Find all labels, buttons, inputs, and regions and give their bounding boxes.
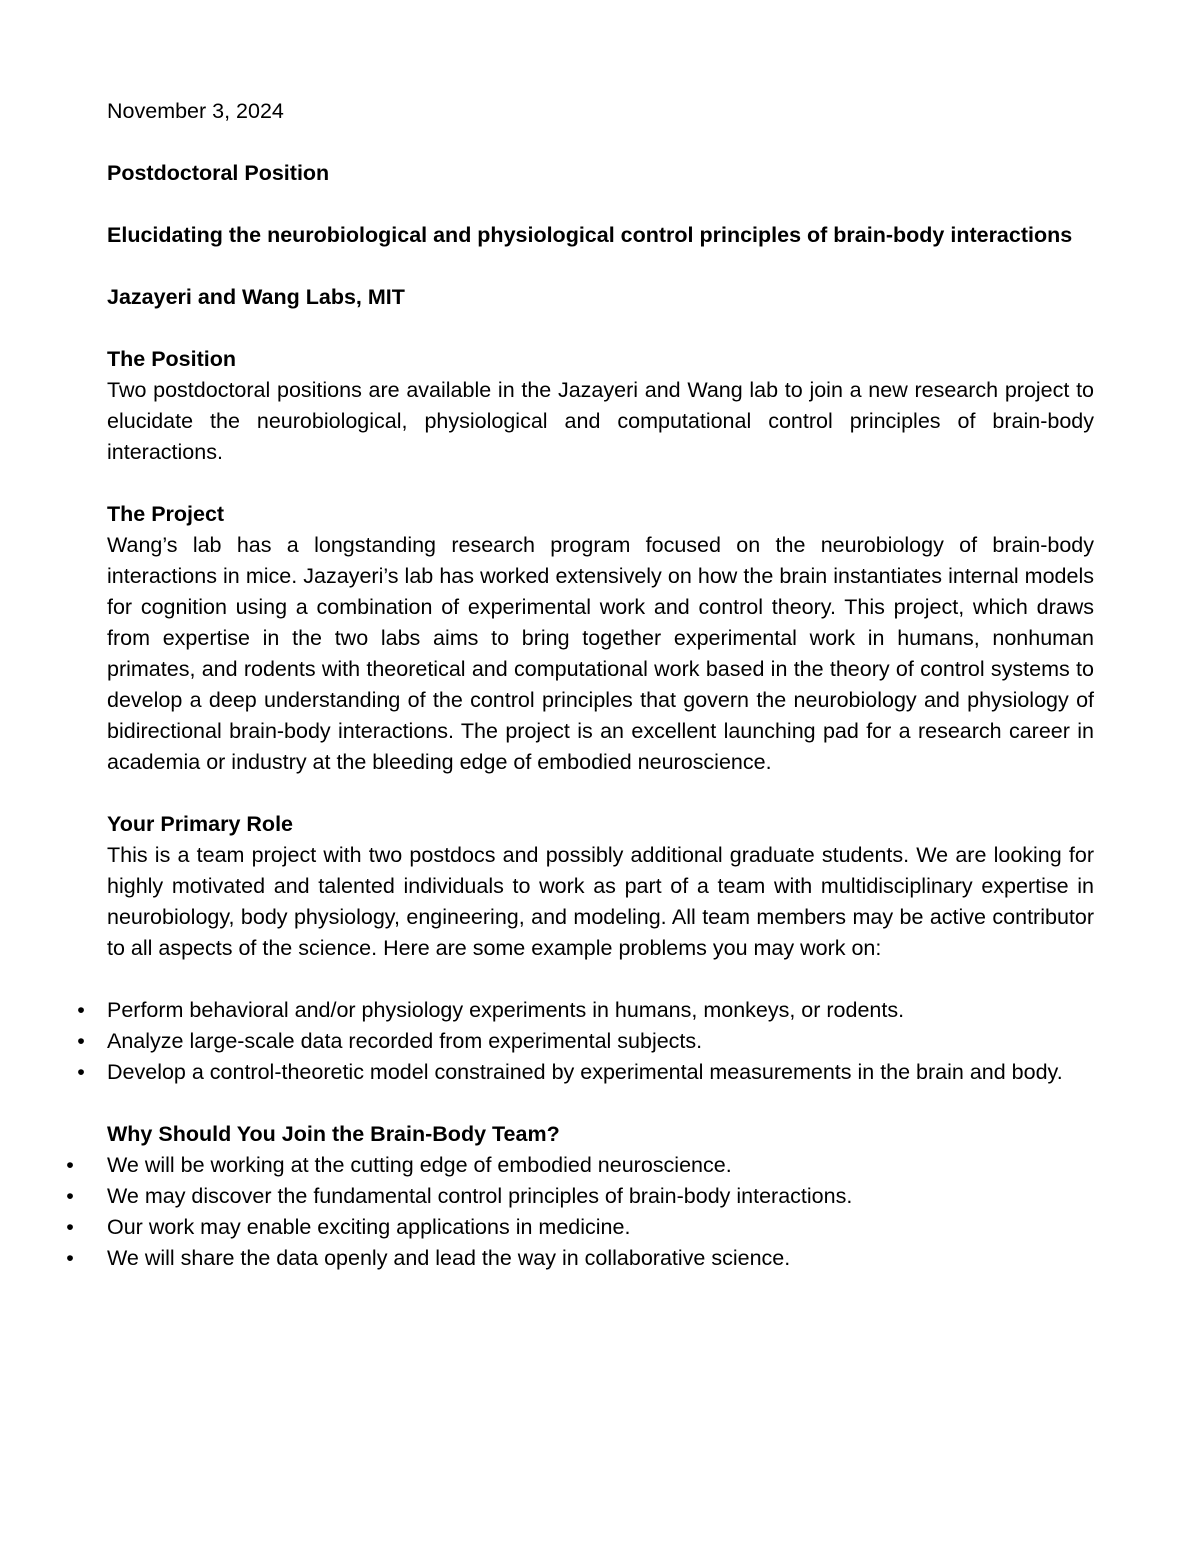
list-item bbox=[66, 1181, 1094, 1212]
position-type: Postdoctoral Position bbox=[107, 161, 330, 185]
section-body-project: Wang’s lab has a longstanding research program focused on the neurobiology of brain-body interactions in mice. Jazayeri’s lab has worked extensively on how the brain instantiates internal models for cognition using a combination of experimental work and control theory. This project, which draws from expertise in the two labs aims to bring together experimental work in humans, nonhuman primates, and rodents with theoretical and computational work based in the theory of control systems to develop a deep understanding of the control principles that govern the neurobiology and physiology of bidirectional brain-body interactions. The project is an excellent launching pad for a research career in academia or industry at the bleeding edge of embodied neuroscience. bbox=[107, 533, 1094, 774]
list-item bbox=[66, 1212, 1094, 1243]
document-date: November 3, 2024 bbox=[107, 99, 284, 123]
list-item-text: Analyze large-scale data recorded from experimental subjects. bbox=[107, 1029, 703, 1053]
bullet-icon: • bbox=[66, 1153, 74, 1177]
list-item bbox=[66, 1243, 1094, 1274]
bullet-icon: • bbox=[77, 1029, 85, 1053]
list-item bbox=[77, 1026, 1094, 1057]
list-item-text: We may discover the fundamental control principles of brain-body interactions. bbox=[107, 1184, 853, 1208]
list-item bbox=[66, 1150, 1094, 1181]
project-title: Elucidating the neurobiological and physiological control principles of brain-body interactions bbox=[107, 223, 1073, 247]
section-body-position: Two postdoctoral positions are available in the Jazayeri and Wang lab to join a new research project to elucidate the neurobiological, physiological and computational control principles of brain-body interactions. bbox=[107, 378, 1094, 464]
list-item bbox=[77, 1057, 1094, 1088]
bullet-icon: • bbox=[77, 1060, 85, 1084]
bullet-icon: • bbox=[77, 998, 85, 1022]
section-heading-why: Why Should You Join the Brain-Body Team? bbox=[107, 1122, 560, 1146]
bullet-icon: • bbox=[66, 1184, 74, 1208]
bullet-icon: • bbox=[66, 1215, 74, 1239]
section-heading-position: The Position bbox=[107, 347, 236, 371]
list-item bbox=[77, 995, 1094, 1026]
section-body-role: This is a team project with two postdocs and possibly additional graduate students. We are looking for highly motivated and talented individuals to work as part of a team with multidisciplinary expertise in neurobiology, body physiology, engineering, and modeling. All team members may be active contributor to all aspects of the science. Here are some example problems you may work on: bbox=[107, 843, 1094, 960]
list-item-text: Our work may enable exciting applications in medicine. bbox=[107, 1215, 631, 1239]
labs-affiliation: Jazayeri and Wang Labs, MIT bbox=[107, 285, 405, 309]
why-join-list bbox=[66, 1150, 1094, 1274]
list-item-text: We will share the data openly and lead the way in collaborative science. bbox=[107, 1246, 791, 1270]
section-heading-role: Your Primary Role bbox=[107, 812, 293, 836]
list-item-text: Develop a control-theoretic model constrained by experimental measurements in the brain and body. bbox=[107, 1060, 1063, 1084]
list-item-text: We will be working at the cutting edge of embodied neuroscience. bbox=[107, 1153, 732, 1177]
bullet-icon: • bbox=[66, 1246, 74, 1270]
role-task-list bbox=[77, 995, 1094, 1088]
section-heading-project: The Project bbox=[107, 502, 225, 526]
document-page bbox=[66, 96, 1094, 1274]
list-item-text: Perform behavioral and/or physiology experiments in humans, monkeys, or rodents. bbox=[107, 998, 905, 1022]
